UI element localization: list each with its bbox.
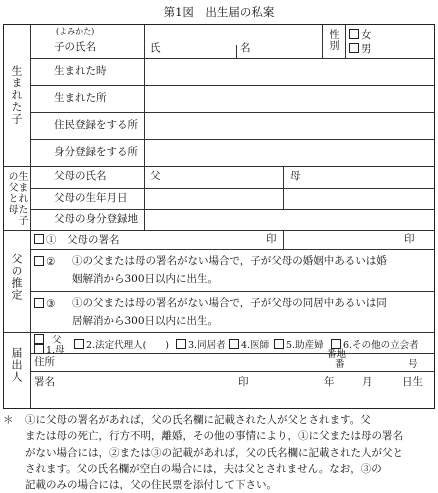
born-time-label: 生まれた時	[54, 65, 107, 77]
go-label: 号	[408, 359, 418, 370]
option1-row[interactable]	[34, 234, 120, 247]
option1-checkbox[interactable]	[34, 234, 44, 244]
informant-doctor-option[interactable]	[229, 339, 269, 351]
option2-text-line2: 姻解消から300日以内に出生。	[72, 273, 219, 285]
informant-midwife-checkbox[interactable]	[274, 339, 284, 349]
informant-cohabitant-checkbox[interactable]	[176, 339, 186, 349]
identity-registration-label: 身分登録をする所	[54, 146, 138, 158]
row-line	[30, 139, 434, 140]
option2-number: ②	[46, 256, 56, 268]
informant-midwife-option[interactable]	[274, 339, 324, 351]
banchi-label: 番地	[327, 349, 347, 360]
sex-box-line	[322, 25, 323, 58]
footnote-line: がない場合には，②または③の記載があれば，父の氏名欄に記載された人が父と	[25, 446, 403, 459]
section-label-presumption: 父の推定	[10, 253, 23, 301]
male-checkbox[interactable]	[349, 43, 359, 53]
option2-text-line1: ①の父または母の署名がない場合で，子が父母の婚姻中あるいは婚	[72, 255, 387, 267]
given-name-label: 名	[240, 42, 251, 54]
row-line	[30, 353, 434, 354]
row-line	[30, 249, 434, 250]
sex-label: 性別	[327, 29, 338, 51]
informant-doctor-label: 4.医師	[241, 340, 270, 351]
informant-other-checkbox[interactable]	[331, 339, 341, 349]
row-line	[30, 188, 434, 189]
mother-label: 母	[290, 170, 301, 182]
furigana-label: (よみかた)	[56, 27, 95, 36]
month-label: 月	[362, 376, 373, 388]
informant-midwife-label: 5.助産婦	[286, 340, 324, 351]
row-line	[30, 209, 434, 210]
footnote	[3, 412, 433, 493]
informant-legal-label: 2.法定代理人( )	[86, 340, 169, 351]
row-line	[30, 85, 434, 86]
sex-box-line	[345, 25, 346, 58]
option3-marker[interactable]	[34, 298, 55, 311]
divider-presumption-informant	[4, 332, 434, 333]
option3-text-line1: ①の父または母の署名がない場合で，子が父母の同居中あるいは同	[72, 297, 387, 309]
divider-parents-presumption	[4, 230, 434, 231]
name-split-line	[236, 45, 237, 58]
footnote-line: ①に父母の署名があれば，父の氏名欄に記載された人が父とされます。父	[25, 414, 371, 426]
parents-birthdate-label: 父母の生年月日	[54, 192, 128, 204]
parents-identity-label: 父母の身分登録地	[54, 213, 138, 225]
resident-registration-label: 住民登録をする所	[54, 119, 138, 131]
sex-female-option[interactable]	[349, 29, 372, 42]
section-label-child: 生まれた子	[10, 65, 23, 125]
informant-father-checkbox[interactable]	[34, 334, 44, 344]
sex-male-option[interactable]	[349, 43, 372, 56]
parents-name-label: 父母の氏名	[54, 170, 107, 182]
father-mother-split	[283, 230, 284, 249]
option3-text-line2: 居解消から300日以内に出生。	[72, 315, 219, 327]
informant-mother-checkbox[interactable]	[34, 344, 44, 354]
birth-registration-form	[3, 24, 435, 409]
option2-marker[interactable]	[34, 256, 55, 269]
informant-doctor-checkbox[interactable]	[229, 339, 239, 349]
father-label: 父	[150, 170, 161, 182]
informant-other-label: 6.その他の立会者	[343, 340, 419, 351]
label-column-line	[144, 25, 145, 166]
day-born-label: 日生	[402, 376, 423, 388]
mother-seal-mark: 印	[404, 233, 415, 245]
footnote-line: されます。父の氏名欄が空白の場合には，夫は父とされません。なお，③の	[25, 462, 382, 475]
signature-seal-mark: 印	[238, 376, 249, 388]
option2-checkbox[interactable]	[34, 256, 44, 266]
signature-label: 署名	[34, 376, 55, 388]
father-mother-split	[283, 166, 284, 209]
footnote-line: または母の死亡，行方不明，離婚，その他の事情により，①に父または母の署名	[25, 430, 403, 443]
father-seal-mark: 印	[266, 233, 277, 245]
section-label-parents: 生まれた子の父と母	[6, 171, 27, 226]
informant-legal-checkbox[interactable]	[74, 339, 84, 349]
option3-number: ③	[46, 298, 56, 310]
informant-mother-label: 1.母	[46, 345, 65, 356]
row-line	[30, 291, 434, 292]
informant-legal-option[interactable]	[74, 339, 169, 351]
ban-label: 番	[335, 359, 345, 370]
informant-father-label: 父	[52, 335, 62, 346]
option1-label: ① 父母の署名	[46, 234, 120, 246]
row-line	[30, 112, 434, 113]
born-place-label: 生まれた所	[54, 92, 107, 104]
female-checkbox[interactable]	[349, 29, 359, 39]
row-line	[30, 58, 434, 59]
section-column-divider	[30, 25, 31, 332]
child-name-label: 子の氏名	[54, 41, 96, 53]
informant-cohabitant-label: 3.同居者	[188, 340, 226, 351]
year-label: 年	[324, 376, 335, 388]
divider-child-parents	[4, 166, 434, 167]
option3-checkbox[interactable]	[34, 298, 44, 308]
label-column-line	[144, 166, 145, 230]
address-label: 住所	[34, 356, 55, 368]
informant-mother-option[interactable]	[34, 344, 65, 356]
footnote-line: 記載のみの場合には，父の住民票を添付して下さい。	[25, 479, 277, 492]
footnote-mark: ＊	[3, 414, 14, 426]
surname-label: 氏	[150, 42, 161, 54]
section-label-informant: 届出人	[10, 347, 23, 383]
informant-cohabitant-option[interactable]	[176, 339, 226, 351]
female-label: 女	[361, 29, 372, 41]
informant-column-divider	[30, 332, 31, 408]
male-label: 男	[361, 43, 372, 55]
page-title: 第1図 出生届の私案	[163, 5, 275, 19]
row-line	[30, 371, 434, 372]
